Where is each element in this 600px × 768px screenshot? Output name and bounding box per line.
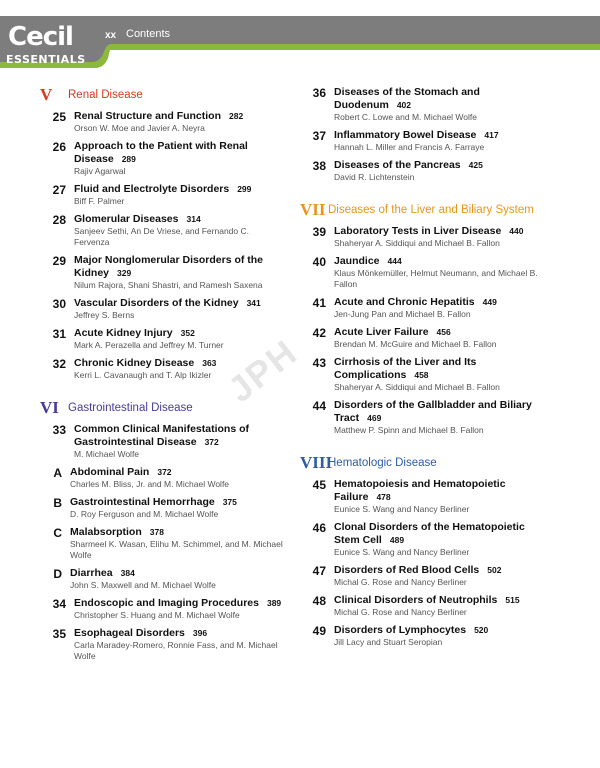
toc-entry xyxy=(300,86,550,123)
toc-entry xyxy=(40,466,285,490)
entry-body xyxy=(74,423,285,460)
watermark: JPH xyxy=(220,331,306,411)
chapter-title xyxy=(74,183,285,196)
page-number: 440 xyxy=(509,226,524,236)
chapter-authors: Robert C. Lowe and M. Michael Wolfe xyxy=(334,112,477,122)
toc-entry xyxy=(300,594,550,618)
page-number: 444 xyxy=(387,256,402,266)
chapter-number: C xyxy=(53,526,62,540)
toc-entry xyxy=(300,356,550,393)
chapter-title-text: Acute and Chronic Hepatitis xyxy=(334,296,475,308)
chapter-authors: M. Michael Wolfe xyxy=(74,449,140,459)
part-numeral: VIII xyxy=(300,453,333,472)
chapter-title xyxy=(334,129,550,142)
page-number: xx xyxy=(105,30,117,41)
page-number: 372 xyxy=(204,437,219,447)
chapter-number: 46 xyxy=(312,521,326,535)
toc-entry xyxy=(40,423,285,460)
toc-entry xyxy=(40,627,285,662)
page-number: 515 xyxy=(505,595,520,605)
chapter-authors: Sanjeev Sethi, An De Vriese, and Fernando C. Fervenza xyxy=(74,226,249,247)
chapter-authors: Michal G. Rose and Nancy Berliner xyxy=(334,577,467,587)
toc-entry xyxy=(40,327,285,351)
chapter-title-text: Gastrointestinal Hemorrhage xyxy=(70,496,215,508)
toc-entry xyxy=(300,521,550,558)
toc-entry xyxy=(40,183,285,207)
toc-entry xyxy=(40,567,285,591)
chapter-title-text: Diseases of the Pancreas xyxy=(334,159,461,171)
chapter-authors: Klaus Mönkemüller, Helmut Neumann, and Michael B. Fallon xyxy=(334,268,538,289)
toc-right-column xyxy=(300,86,550,654)
chapter-title-text: Renal Structure and Function xyxy=(74,110,222,122)
entry-body xyxy=(74,327,285,351)
part-title: Renal Disease xyxy=(68,89,143,101)
toc-entry xyxy=(40,297,285,321)
entry-body xyxy=(334,86,550,123)
page-number: 299 xyxy=(237,184,252,194)
chapter-number: D xyxy=(53,567,62,581)
chapter-title xyxy=(334,594,550,607)
page-number: 402 xyxy=(396,100,412,110)
page-header xyxy=(0,0,600,74)
chapter-title-text: Disorders of the Gallbladder and Biliary Tract xyxy=(334,399,532,424)
chapter-authors: Jill Lacy and Stuart Seropian xyxy=(334,637,443,647)
chapter-authors: Shaheryar A. Siddiqui and Michael B. Fallon xyxy=(334,238,500,248)
toc-entry xyxy=(40,526,285,561)
entry-body xyxy=(334,564,550,588)
chapter-title xyxy=(334,326,550,339)
chapter-authors: Eunice S. Wang and Nancy Berliner xyxy=(334,504,470,514)
chapter-number: 28 xyxy=(52,213,66,227)
page-number: 329 xyxy=(117,268,132,278)
entry-body xyxy=(334,356,550,393)
chapter-title-text: Inflammatory Bowel Disease xyxy=(334,129,477,141)
entry-body xyxy=(70,526,285,561)
entry-body xyxy=(334,478,550,515)
chapter-title-text: Hematopoiesis and Hematopoietic Failure xyxy=(334,478,506,503)
entry-body xyxy=(74,357,285,381)
page-number: 389 xyxy=(266,598,282,608)
toc-entry xyxy=(300,326,550,350)
chapter-title-text: Disorders of Lymphocytes xyxy=(334,624,467,636)
page-number: 341 xyxy=(246,298,261,308)
chapter-title-text: Acute Kidney Injury xyxy=(74,327,173,339)
chapter-number: 33 xyxy=(52,423,66,437)
chapter-title-text: Glomerular Diseases xyxy=(74,213,179,225)
page-number: 469 xyxy=(367,413,382,423)
chapter-title xyxy=(74,254,285,280)
chapter-title xyxy=(74,597,285,610)
chapter-title xyxy=(334,255,550,268)
page-number: 314 xyxy=(186,214,201,224)
part-heading xyxy=(40,399,285,417)
chapter-title-text: Endoscopic and Imaging Procedures xyxy=(74,597,259,609)
entry-body xyxy=(74,254,285,291)
toc-entry xyxy=(40,140,285,177)
chapter-number: 38 xyxy=(312,159,326,173)
page-number: 384 xyxy=(120,568,135,578)
chapter-title xyxy=(334,564,550,577)
chapter-authors: Jeffrey S. Berns xyxy=(74,310,135,320)
chapter-authors: D. Roy Ferguson and M. Michael Wolfe xyxy=(70,509,219,519)
toc-entry xyxy=(40,597,285,621)
entry-body xyxy=(74,110,285,134)
toc-left-column xyxy=(40,86,285,668)
chapter-authors: Biff F. Palmer xyxy=(74,196,125,206)
page-number: 375 xyxy=(222,497,237,507)
chapter-title-text: Diseases of the Stomach and Duodenum xyxy=(334,86,480,111)
chapter-number: 26 xyxy=(52,140,66,154)
chapter-title xyxy=(70,526,285,539)
chapter-title-text: Esophageal Disorders xyxy=(74,627,185,639)
entry-body xyxy=(334,255,550,290)
part-numeral: V xyxy=(40,85,53,104)
chapter-number: 27 xyxy=(52,183,66,197)
chapter-title xyxy=(70,567,285,580)
chapter-authors: Eunice S. Wang and Nancy Berliner xyxy=(334,547,470,557)
chapter-number: 31 xyxy=(52,327,66,341)
page-number: 352 xyxy=(180,328,195,338)
chapter-title xyxy=(334,296,550,309)
logo-wordmark: Cecil xyxy=(8,22,73,52)
page-number: 289 xyxy=(121,154,136,164)
page-number: 425 xyxy=(468,160,483,170)
entry-body xyxy=(334,521,550,558)
chapter-number: 32 xyxy=(52,357,66,371)
chapter-number: 48 xyxy=(312,594,326,608)
page-number: 520 xyxy=(474,625,489,635)
entry-body xyxy=(74,597,285,621)
chapter-title-text: Fluid and Electrolyte Disorders xyxy=(74,183,230,195)
page-number: 449 xyxy=(482,297,497,307)
chapter-title-text: Malabsorption xyxy=(70,526,142,538)
chapter-authors: Charles M. Bliss, Jr. and M. Michael Wolfe xyxy=(70,479,230,489)
page-number: 502 xyxy=(487,565,502,575)
chapter-title-text: Clinical Disorders of Neutrophils xyxy=(334,594,498,606)
entry-body xyxy=(74,213,285,248)
chapter-title-text: Common Clinical Manifestations of Gastrointestinal Disease xyxy=(74,423,250,448)
part-numeral: VII xyxy=(300,200,326,219)
logo-subtitle: ESSENTIALS xyxy=(6,53,86,66)
chapter-title-text: Acute Liver Failure xyxy=(334,326,429,338)
chapter-title xyxy=(334,225,550,238)
toc-entry xyxy=(40,254,285,291)
entry-body xyxy=(334,129,550,153)
entry-body xyxy=(334,399,550,436)
toc-entry xyxy=(40,110,285,134)
chapter-title xyxy=(334,356,550,382)
entry-body xyxy=(74,183,285,207)
entry-body xyxy=(74,627,285,662)
chapter-title-text: Chronic Kidney Disease xyxy=(74,357,195,369)
chapter-number: 36 xyxy=(312,86,326,100)
chapter-title-text: Jaundice xyxy=(334,255,380,267)
chapter-title xyxy=(334,399,550,425)
chapter-authors: Sharmeel K. Wasan, Elihu M. Schimmel, and M. Michael Wolfe xyxy=(70,539,283,560)
toc-entry xyxy=(300,225,550,249)
entry-body xyxy=(334,296,550,320)
page-number: 456 xyxy=(436,327,451,337)
chapter-title xyxy=(334,159,550,172)
chapter-title-text: Cirrhosis of the Liver and Its Complications xyxy=(334,356,477,381)
chapter-authors: Hannah L. Miller and Francis A. Farraye xyxy=(334,142,485,152)
chapter-authors: Orson W. Moe and Javier A. Neyra xyxy=(74,123,205,133)
chapter-number: 30 xyxy=(52,297,66,311)
toc-entry xyxy=(300,399,550,436)
entry-body xyxy=(334,326,550,350)
chapter-title xyxy=(74,140,285,166)
part-heading xyxy=(300,454,550,472)
chapter-number: 34 xyxy=(52,597,66,611)
chapter-title xyxy=(74,213,285,226)
part-heading xyxy=(300,201,550,219)
part-title: Hematologic Disease xyxy=(328,457,437,469)
toc-entry xyxy=(300,129,550,153)
chapter-title-text: Major Nonglomerular Disorders of the Kidney xyxy=(74,254,264,279)
toc-entry xyxy=(300,478,550,515)
chapter-title-text: Vascular Disorders of the Kidney xyxy=(74,297,239,309)
chapter-title-text: Diarrhea xyxy=(70,567,113,579)
chapter-authors: John S. Maxwell and M. Michael Wolfe xyxy=(70,580,216,590)
page-number: 363 xyxy=(202,358,217,368)
chapter-authors: Brendan M. McGuire and Michael B. Fallon xyxy=(334,339,497,349)
chapter-title xyxy=(334,521,550,547)
part-title: Gastrointestinal Disease xyxy=(68,402,193,414)
chapter-title-text: Clonal Disorders of the Hematopoietic Stem Cell xyxy=(334,521,525,546)
chapter-number: 45 xyxy=(312,478,326,492)
chapter-number: A xyxy=(53,466,62,480)
page-number: 378 xyxy=(149,527,164,537)
page-number: 478 xyxy=(376,492,391,502)
toc-entry xyxy=(40,213,285,248)
chapter-title xyxy=(74,110,285,123)
entry-body xyxy=(334,594,550,618)
entry-body xyxy=(74,140,285,177)
entry-body xyxy=(70,567,285,591)
chapter-number: 35 xyxy=(52,627,66,641)
chapter-authors: David R. Lichtenstein xyxy=(334,172,415,182)
page-number: 372 xyxy=(157,467,172,477)
chapter-title xyxy=(74,627,285,640)
chapter-number: 47 xyxy=(312,564,326,578)
header-band xyxy=(0,0,600,74)
chapter-title xyxy=(74,357,285,370)
toc-entry xyxy=(300,564,550,588)
part-heading xyxy=(40,86,285,104)
chapter-number: 41 xyxy=(312,296,326,310)
toc-entry xyxy=(300,296,550,320)
chapter-authors: Michal G. Rose and Nancy Berliner xyxy=(334,607,467,617)
chapter-number: 43 xyxy=(312,356,326,370)
chapter-authors: Rajiv Agarwal xyxy=(74,166,126,176)
chapter-title xyxy=(334,478,550,504)
part-numeral: VI xyxy=(40,398,59,417)
entry-body xyxy=(334,225,550,249)
chapter-title-text: Abdominal Pain xyxy=(70,466,150,478)
entry-body xyxy=(70,496,285,520)
chapter-title xyxy=(70,466,285,479)
chapter-number: 44 xyxy=(312,399,326,413)
chapter-authors: Kerri L. Cavanaugh and T. Alp Ikizler xyxy=(74,370,212,380)
page-number: 396 xyxy=(192,628,208,638)
chapter-title-text: Laboratory Tests in Liver Disease xyxy=(334,225,502,237)
running-head: Contents xyxy=(126,28,171,40)
page-number: 282 xyxy=(229,111,244,121)
chapter-number: 29 xyxy=(52,254,66,268)
page-number: 489 xyxy=(389,535,405,545)
entry-body xyxy=(70,466,285,490)
chapter-authors: Matthew P. Spinn and Michael B. Fallon xyxy=(334,425,484,435)
page-number: 417 xyxy=(484,130,499,140)
chapter-authors: Shaheryar A. Siddiqui and Michael B. Fallon xyxy=(334,382,500,392)
chapter-title-text: Approach to the Patient with Renal Disease xyxy=(74,140,248,165)
toc-entry xyxy=(300,624,550,648)
toc-entry xyxy=(40,357,285,381)
entry-body xyxy=(334,159,550,183)
entry-body xyxy=(334,624,550,648)
chapter-number: B xyxy=(53,496,62,510)
chapter-authors: Carla Maradey-Romero, Ronnie Fass, and M. Michael Wolfe xyxy=(74,640,278,661)
chapter-authors: Jen-Jung Pan and Michael B. Fallon xyxy=(334,309,471,319)
chapter-number: 39 xyxy=(312,225,326,239)
page-number: 458 xyxy=(414,370,429,380)
entry-body xyxy=(74,297,285,321)
chapter-number: 40 xyxy=(312,255,326,269)
toc-entry xyxy=(300,255,550,290)
chapter-number: 49 xyxy=(312,624,326,638)
chapter-authors: Mark A. Perazella and Jeffrey M. Turner xyxy=(74,340,224,350)
chapter-title xyxy=(334,86,550,112)
chapter-number: 25 xyxy=(52,110,66,124)
chapter-title xyxy=(74,297,285,310)
chapter-title xyxy=(334,624,550,637)
chapter-authors: Nilum Rajora, Shani Shastri, and Ramesh Saxena xyxy=(74,280,263,290)
chapter-authors: Christopher S. Huang and M. Michael Wolfe xyxy=(74,610,240,620)
chapter-number: 37 xyxy=(312,129,326,143)
chapter-title xyxy=(70,496,285,509)
part-title: Diseases of the Liver and Biliary System xyxy=(328,204,534,216)
toc-entry xyxy=(40,496,285,520)
chapter-title-text: Disorders of Red Blood Cells xyxy=(334,564,480,576)
chapter-title xyxy=(74,423,285,449)
chapter-number: 42 xyxy=(312,326,326,340)
chapter-title xyxy=(74,327,285,340)
toc-entry xyxy=(300,159,550,183)
